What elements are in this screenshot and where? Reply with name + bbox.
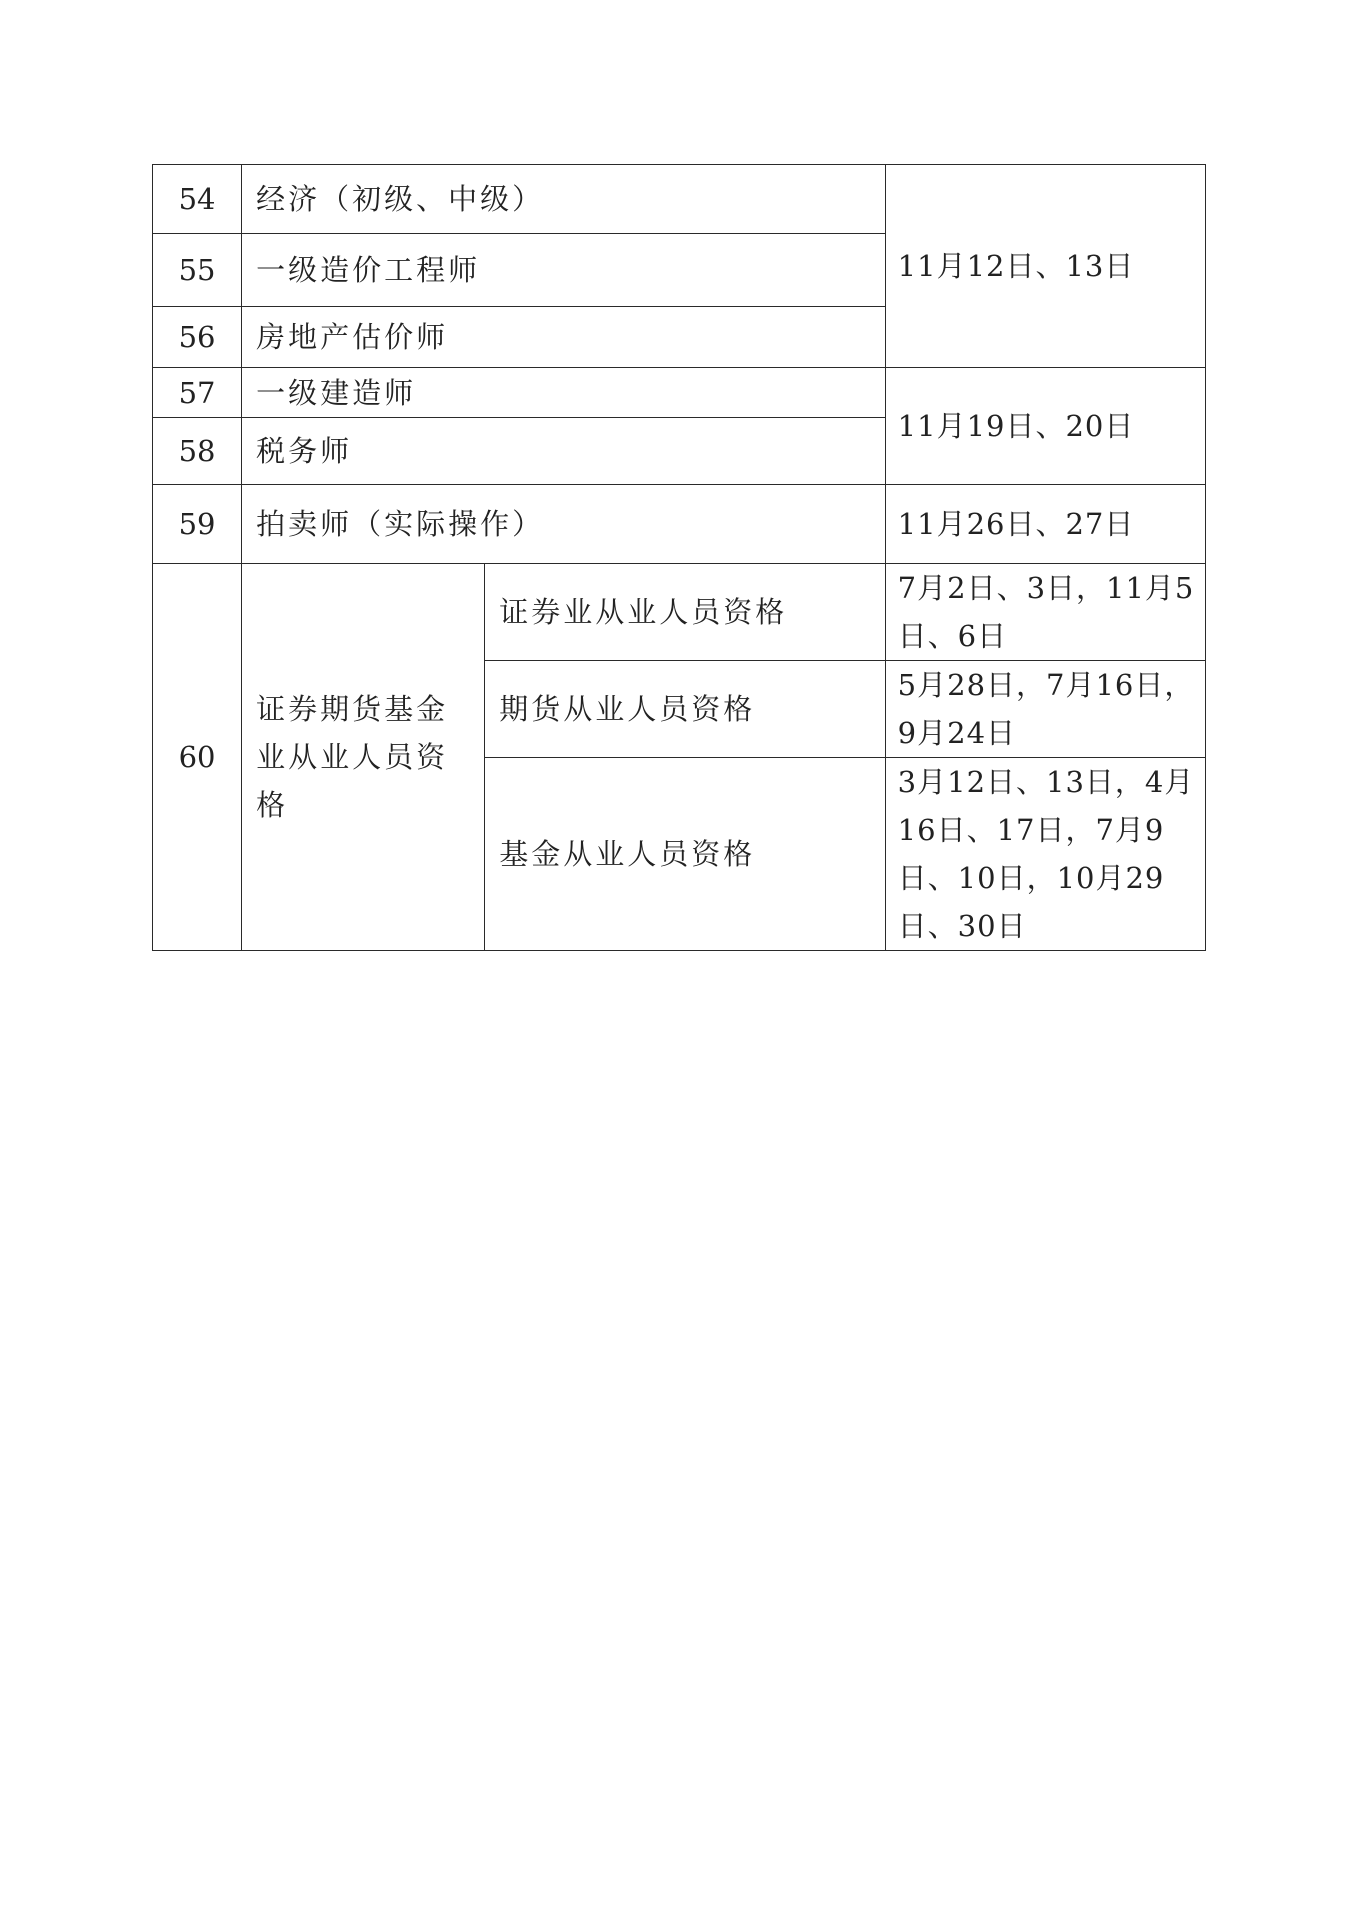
- exam-sub-name: 证券业从业人员资格: [485, 564, 885, 661]
- row-number: 54: [153, 165, 242, 234]
- row-number: 60: [153, 564, 242, 951]
- row-number: 59: [153, 485, 242, 564]
- exam-sub-name: 期货从业人员资格: [485, 661, 885, 758]
- row-number: 57: [153, 368, 242, 418]
- exam-date: 5月28日，7月16日，9月24日: [885, 661, 1205, 758]
- exam-schedule-table: [152, 164, 1206, 951]
- exam-name: 一级造价工程师: [242, 234, 886, 307]
- table-row: [153, 165, 1206, 234]
- exam-date: 11月26日、27日: [885, 485, 1205, 564]
- exam-date: 11月19日、20日: [885, 368, 1205, 485]
- exam-date: 11月12日、13日: [885, 165, 1205, 368]
- exam-sub-name: 基金从业人员资格: [485, 758, 885, 951]
- exam-name: 一级建造师: [242, 368, 886, 418]
- exam-name: 房地产估价师: [242, 307, 886, 368]
- exam-name: 税务师: [242, 418, 886, 485]
- exam-name: 经济（初级、中级）: [242, 165, 886, 234]
- row-number: 56: [153, 307, 242, 368]
- row-number: 58: [153, 418, 242, 485]
- exam-name: 拍卖师（实际操作）: [242, 485, 886, 564]
- exam-category: 证券期货基金业从业人员资格: [242, 564, 485, 951]
- exam-date: 3月12日、13日，4月16日、17日，7月9日、10日，10月29日、30日: [885, 758, 1205, 951]
- table-row: [153, 485, 1206, 564]
- table-row: [153, 368, 1206, 418]
- exam-date: 7月2日、3日，11月5日、6日: [885, 564, 1205, 661]
- table-row: [153, 564, 1206, 661]
- row-number: 55: [153, 234, 242, 307]
